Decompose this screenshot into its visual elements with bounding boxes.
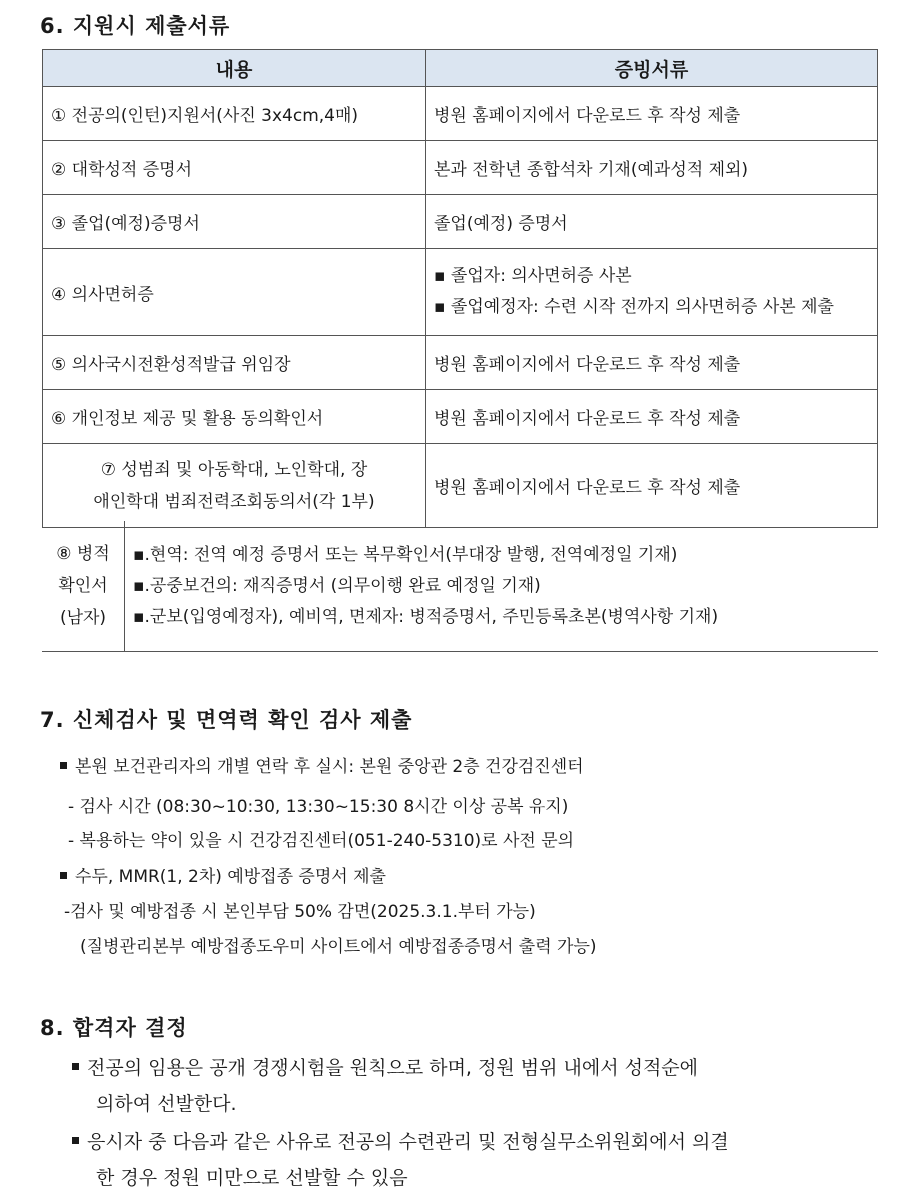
list-item: -검사 및 예방접종 시 본인부담 50% 감면(2025.3.1.부터 가능) xyxy=(64,902,536,922)
list-item-text: 수두, MMR(1, 2차) 예방접종 증명서 제출 xyxy=(75,867,386,887)
row-doc xyxy=(426,249,878,336)
row-item: ⑥ 개인정보 제공 및 활용 동의확인서 xyxy=(43,390,426,444)
col-content-header: 내용 xyxy=(43,50,426,87)
documents-table xyxy=(42,49,878,528)
col-docs-header: 증빙서류 xyxy=(426,50,878,87)
bullet-square-icon xyxy=(72,1063,79,1070)
doc-bullet: ▪ 졸업예정자: 수련 시작 전까지 의사면허증 사본 제출 xyxy=(434,297,834,317)
list-item-text: 본원 보건관리자의 개별 연락 후 실시: 본원 중앙관 2층 건강검진센터 xyxy=(75,757,584,777)
table-row xyxy=(43,390,878,444)
list-item xyxy=(72,1050,698,1086)
military-label-line: ⑧ 병적 xyxy=(56,544,110,564)
bullet-square-icon xyxy=(72,1137,79,1144)
table-row xyxy=(43,141,878,195)
row-item: ③ 졸업(예정)증명서 xyxy=(43,195,426,249)
table-row xyxy=(43,336,878,390)
list-item xyxy=(60,752,584,777)
row-doc: 병원 홈페이지에서 다운로드 후 작성 제출 xyxy=(426,390,878,444)
row-doc: 본과 전학년 종합석차 기재(예과성적 제외) xyxy=(426,141,878,195)
doc-bullet: ▪ 졸업자: 의사면허증 사본 xyxy=(434,266,632,286)
military-table xyxy=(42,521,878,652)
section6-heading: 6. 지원시 제출서류 xyxy=(40,14,231,38)
military-line: ▪.현역: 전역 예정 증명서 또는 복무확인서(부대장 발행, 전역예정일 기재) xyxy=(133,544,678,565)
section7-heading: 7. 신체검사 및 면역력 확인 검사 제출 xyxy=(40,708,413,732)
row-doc: 병원 홈페이지에서 다운로드 후 작성 제출 xyxy=(426,87,878,141)
list-item xyxy=(72,1124,729,1160)
list-item-text: 전공의 임용은 공개 경쟁시험을 원칙으로 하며, 정원 범위 내에서 성적순에 xyxy=(87,1057,699,1079)
list-item xyxy=(60,862,386,887)
list-item-continuation: 한 경우 정원 미만으로 선발할 수 있음 xyxy=(96,1167,408,1189)
row-item: ② 대학성적 증명서 xyxy=(43,141,426,195)
table-row xyxy=(43,444,878,528)
list-item-continuation: 의하여 선발한다. xyxy=(96,1093,237,1115)
row-doc: 병원 홈페이지에서 다운로드 후 작성 제출 xyxy=(426,444,878,528)
bullet-square-icon xyxy=(60,872,67,879)
military-label-line: (남자) xyxy=(59,608,107,628)
military-label-line: 확인서 xyxy=(58,576,108,596)
table-header xyxy=(43,50,878,87)
row-doc: 병원 홈페이지에서 다운로드 후 작성 제출 xyxy=(426,336,878,390)
military-docs xyxy=(125,521,879,652)
row-item: ⑤ 의사국시전환성적발급 위임장 xyxy=(43,336,426,390)
list-item: - 복용하는 약이 있을 시 건강검진센터(051-240-5310)로 사전 문의 xyxy=(68,831,575,851)
list-item-text: 응시자 중 다음과 같은 사유로 전공의 수련관리 및 전형실무소위원회에서 의결 xyxy=(87,1131,729,1153)
table-row xyxy=(42,521,878,652)
row-doc: 졸업(예정) 증명서 xyxy=(426,195,878,249)
row-item xyxy=(43,444,426,528)
section8-heading: 8. 합격자 결정 xyxy=(40,1016,188,1040)
table-row xyxy=(43,195,878,249)
row-item: ④ 의사면허증 xyxy=(43,249,426,336)
bullet-square-icon xyxy=(60,762,67,769)
row-item-line: 애인학대 범죄전력조회동의서(각 1부) xyxy=(93,491,375,512)
list-item: - 검사 시간 (08:30~10:30, 13:30~15:30 8시간 이상 공복 유지) xyxy=(68,797,569,817)
military-label xyxy=(42,521,125,652)
military-line: ▪.군보(입영예정자), 예비역, 면제자: 병적증명서, 주민등록초본(병역사항 기재) xyxy=(133,606,719,627)
list-item: (질병관리본부 예방접종도우미 사이트에서 예방접종증명서 출력 가능) xyxy=(80,937,597,957)
military-line: ▪.공중보건의: 재직증명서 (의무이행 완료 예정일 기재) xyxy=(133,575,541,596)
table-row xyxy=(43,87,878,141)
table-row xyxy=(43,249,878,336)
row-item-line: ⑦ 성범죄 및 아동학대, 노인학대, 장 xyxy=(100,459,368,480)
row-item: ① 전공의(인턴)지원서(사진 3x4cm,4매) xyxy=(43,87,426,141)
